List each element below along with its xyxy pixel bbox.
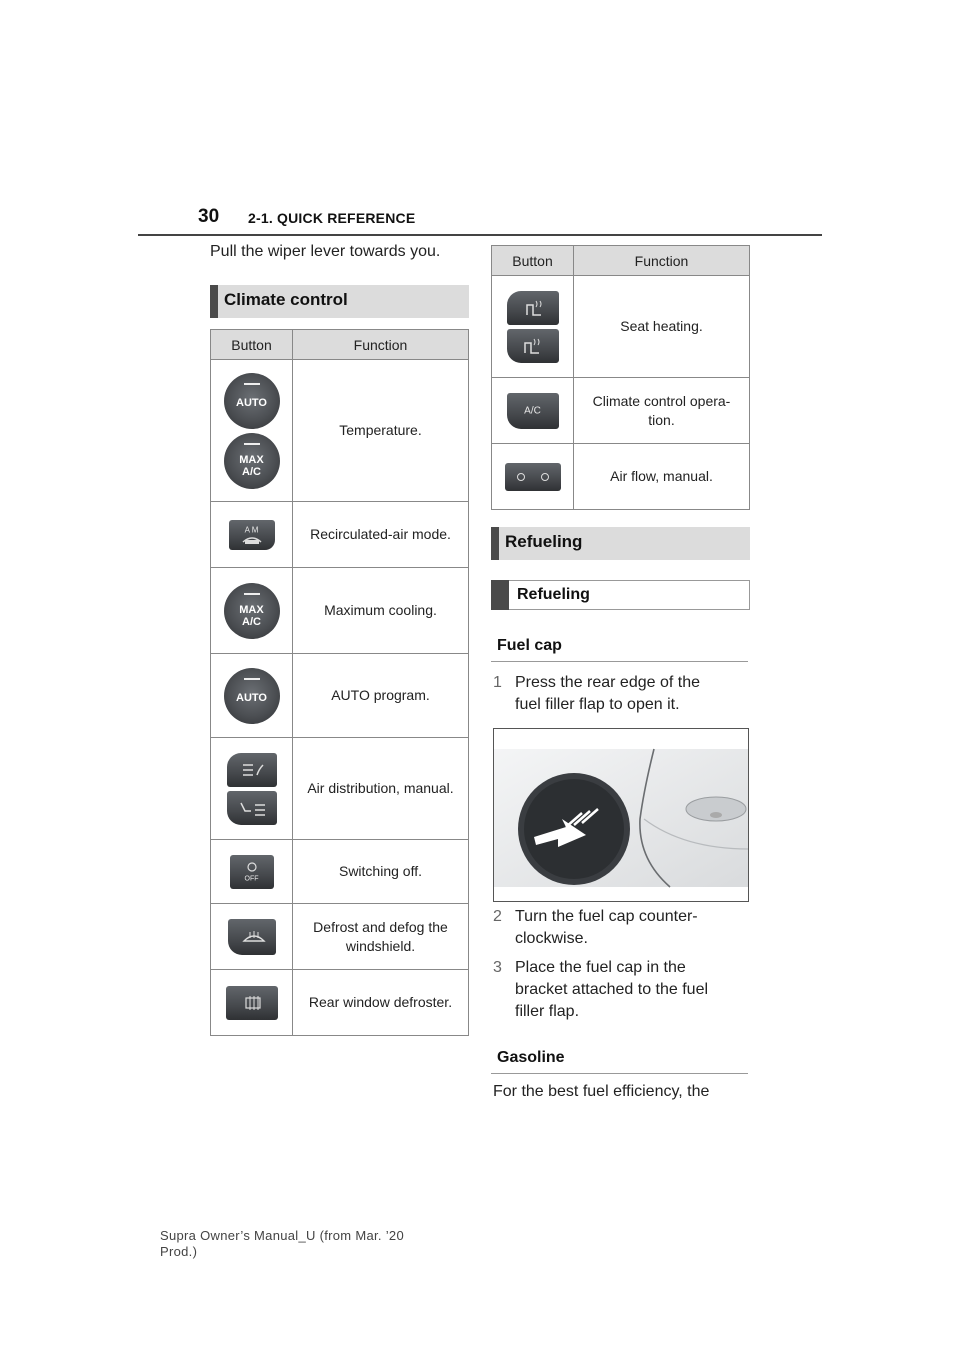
function-cell: Temperature.	[293, 360, 469, 502]
button-cell	[211, 568, 293, 654]
table-row	[492, 378, 750, 444]
table-row	[211, 904, 469, 970]
gasoline-heading: Gasoline	[491, 1044, 748, 1074]
climate-control-table	[210, 329, 469, 1036]
function-cell: Climate control opera- tion.	[574, 378, 750, 444]
table-row	[211, 360, 469, 502]
gasoline-text: For the best fuel efficiency, the	[493, 1083, 710, 1100]
button-cell	[492, 444, 574, 510]
page-header	[138, 202, 822, 236]
button-cell	[211, 502, 293, 568]
fan-off-key-icon: OFF	[230, 855, 274, 889]
button-cell	[211, 738, 293, 840]
recirculation-key-icon: A M	[229, 520, 275, 550]
page-footer: Supra Owner’s Manual_U (from Mar. ’20 Prod.)	[160, 1228, 404, 1259]
table-row	[492, 276, 750, 378]
button-cell	[492, 378, 574, 444]
table-row	[211, 738, 469, 840]
seat-heating-icon	[507, 291, 559, 325]
seat-heating-icon	[507, 329, 559, 363]
button-cell	[211, 360, 293, 502]
function-cell: Seat heating.	[574, 276, 750, 378]
function-cell: Defrost and defog the windshield.	[293, 904, 469, 970]
air-distribution-upper-icon	[227, 753, 277, 787]
fuel-filler-flap-illustration	[493, 728, 749, 902]
table-row	[211, 654, 469, 738]
column-header-function: Function	[574, 246, 750, 276]
windshield-defrost-icon	[228, 919, 276, 955]
button-cell	[492, 276, 574, 378]
function-cell: Recirculated-air mode.	[293, 502, 469, 568]
function-cell: Air distribution, manual.	[293, 738, 469, 840]
table-row	[211, 840, 469, 904]
section-title: 2-1. QUICK REFERENCE	[248, 210, 416, 226]
function-cell: Switching off.	[293, 840, 469, 904]
auto-knob-icon: AUTO	[224, 668, 280, 724]
max-ac-knob-icon: MAX A/C	[224, 583, 280, 639]
column-header-function: Function	[293, 330, 469, 360]
auto-knob-icon: AUTO	[224, 373, 280, 429]
button-cell	[211, 904, 293, 970]
table-row	[211, 568, 469, 654]
column-header-button: Button	[492, 246, 574, 276]
fuel-cap-heading: Fuel cap	[491, 632, 748, 662]
page-number: 30	[198, 206, 220, 227]
table-row	[492, 444, 750, 510]
function-cell: Maximum cooling.	[293, 568, 469, 654]
ac-key-icon: A/C	[507, 393, 559, 429]
table-row	[211, 970, 469, 1036]
air-flow-key-icon	[505, 463, 561, 491]
button-cell	[211, 654, 293, 738]
table-header-row	[492, 246, 750, 276]
column-header-button: Button	[211, 330, 293, 360]
intro-text: Pull the wiper lever towards you.	[210, 243, 441, 260]
air-distribution-lower-icon	[227, 791, 277, 825]
climate-control-heading: Climate control	[210, 285, 469, 318]
table-row	[211, 502, 469, 568]
max-ac-knob-icon: MAX A/C	[224, 433, 280, 489]
function-cell: Rear window defroster.	[293, 970, 469, 1036]
button-cell	[211, 970, 293, 1036]
function-cell: AUTO program.	[293, 654, 469, 738]
refueling-heading: Refueling	[491, 527, 750, 560]
climate-control-table-continued	[491, 245, 750, 510]
button-cell	[211, 840, 293, 904]
rear-defrost-icon	[226, 986, 278, 1020]
function-cell: Air flow, manual.	[574, 444, 750, 510]
table-header-row	[211, 330, 469, 360]
refueling-subheading: Refueling	[491, 580, 750, 610]
